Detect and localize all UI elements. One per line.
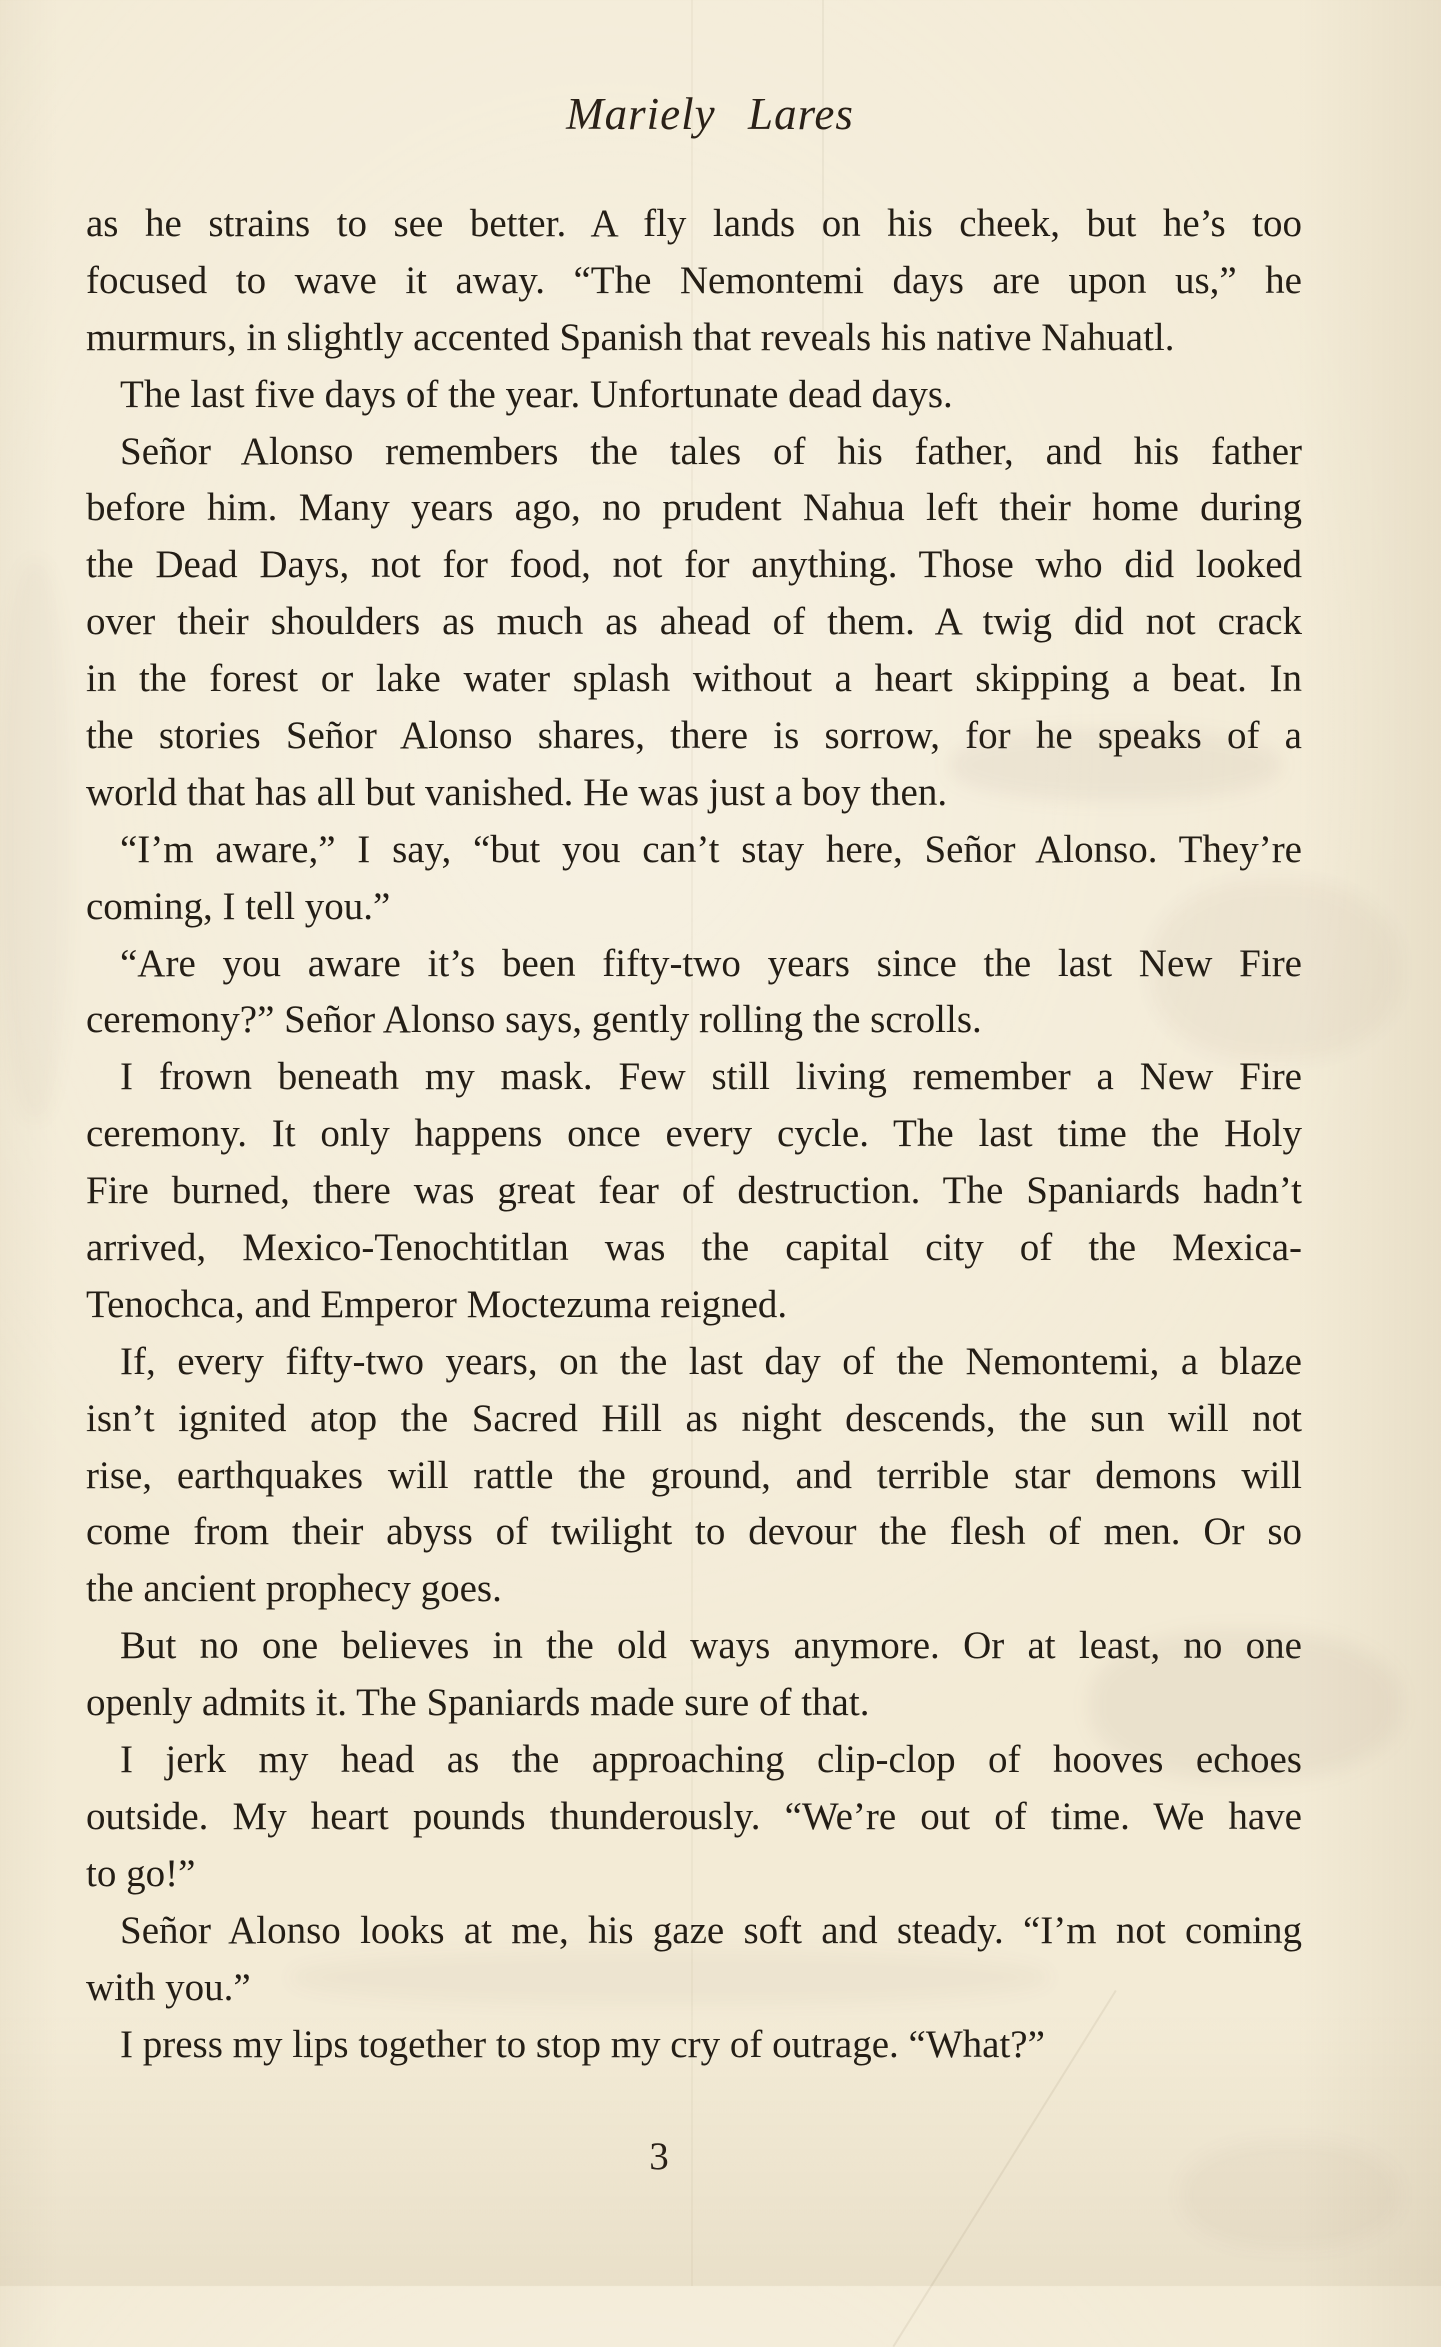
text-line: focused to wave it away. “The Nemontemi days are upon us,” he (86, 258, 1302, 302)
page-number: 3 (649, 2135, 669, 2178)
text-line: outside. My heart pounds thunderously. “We’re out of time. We have (86, 1794, 1302, 1838)
text-line: The last five days of the year. Unfortunate dead days. (120, 372, 953, 416)
text-line: ceremony?” Señor Alonso says, gently rolling the scrolls. (86, 998, 982, 1042)
text-line: Fire burned, there was great fear of destruction. The Spaniards hadn’t (86, 1169, 1302, 1213)
text-line: the stories Señor Alonso shares, there is sorrow, for he speaks of a (86, 714, 1302, 758)
text-line: with you.” (86, 1965, 251, 2009)
text-line: arrived, Mexico-Tenochtitlan was the capital city of the Mexica- (86, 1226, 1302, 1270)
text-line: Señor Alonso remembers the tales of his father, and his father (120, 429, 1302, 473)
text-line: coming, I tell you.” (86, 884, 391, 928)
text-line: isn’t ignited atop the Sacred Hill as night descends, the sun will not (86, 1396, 1302, 1440)
paragraph (86, 822, 1302, 936)
paragraph (86, 936, 1302, 1050)
text-line: world that has all but vanished. He was just a boy then. (86, 770, 948, 814)
paragraph (86, 367, 1302, 424)
paragraph (86, 196, 1302, 367)
text-line: to go!” (86, 1851, 196, 1895)
text-line: ceremony. It only happens once every cycle. The last time the Holy (86, 1112, 1302, 1156)
text-line: murmurs, in slightly accented Spanish that reveals his native Nahuatl. (86, 315, 1175, 359)
text-line: I press my lips together to stop my cry of outrage. “What?” (120, 2022, 1045, 2066)
paragraph (86, 1334, 1302, 1618)
text-line: come from their abyss of twilight to devour the flesh of men. Or so (86, 1510, 1302, 1554)
text-line: “I’m aware,” I say, “but you can’t stay here, Señor Alonso. They’re (120, 827, 1302, 871)
text-line: over their shoulders as much as ahead of them. A twig did not crack (86, 600, 1302, 644)
text-line: the Dead Days, not for food, not for anything. Those who did looked (86, 543, 1302, 587)
text-line: But no one believes in the old ways anymore. Or at least, no one (120, 1624, 1302, 1668)
paragraph (86, 1618, 1302, 1732)
text-line: Señor Alonso looks at me, his gaze soft and steady. “I’m not coming (120, 1908, 1302, 1952)
text-line: the ancient prophecy goes. (86, 1567, 502, 1611)
text-line: before him. Many years ago, no prudent Nahua left their home during (86, 486, 1302, 530)
text-line: rise, earthquakes will rattle the ground, and terrible star demons will (86, 1453, 1302, 1497)
text-line: If, every fifty-two years, on the last day of the Nemontemi, a blaze (120, 1339, 1302, 1383)
running-header: Mariely Lares (566, 89, 854, 139)
text-line: “Are you aware it’s been fifty-two years since the last New Fire (120, 941, 1302, 985)
text-block (86, 196, 1302, 2073)
paragraph (86, 2017, 1302, 2074)
paragraph (86, 1903, 1302, 2017)
text-line: I jerk my head as the approaching clip-clop of hooves echoes (120, 1738, 1302, 1782)
text-line: as he strains to see better. A fly lands on his cheek, but he’s too (86, 202, 1302, 245)
text-line: openly admits it. The Spaniards made sure of that. (86, 1681, 870, 1725)
text-line: I frown beneath my mask. Few still living remember a New Fire (120, 1055, 1302, 1099)
paragraph (86, 1732, 1302, 1903)
text-line: in the forest or lake water splash without a heart skipping a beat. In (86, 657, 1302, 701)
show-through-ghosting (0, 560, 70, 1120)
text-line: Tenochca, and Emperor Moctezuma reigned. (86, 1282, 788, 1326)
paragraph (86, 424, 1302, 822)
paragraph (86, 1049, 1302, 1333)
